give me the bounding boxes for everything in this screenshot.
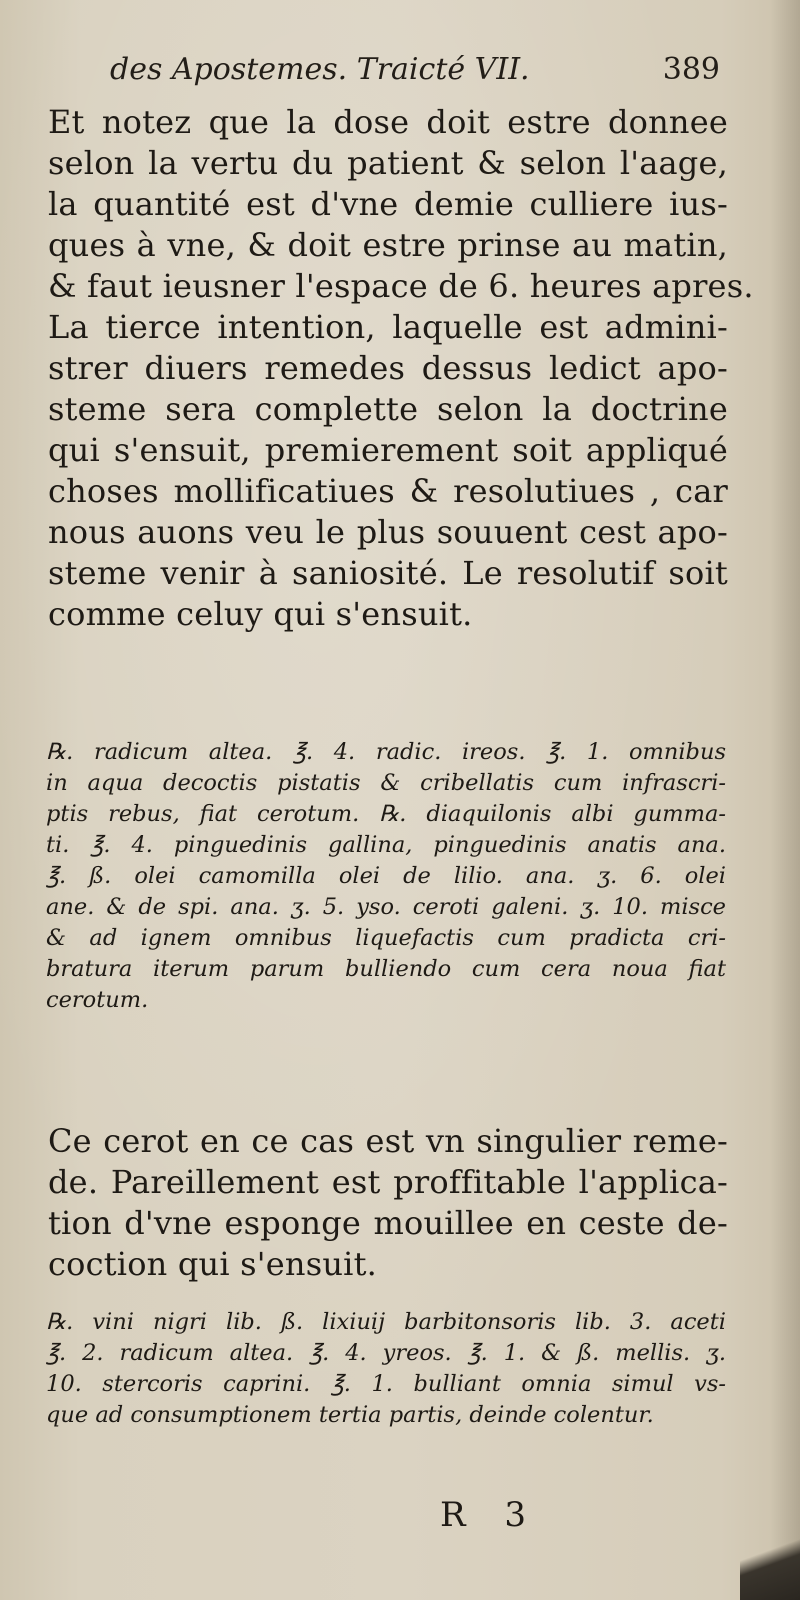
text-line: que ad consumptionem tertia partis, deinde colentur. [46,1402,654,1428]
text-line: la quantité est d'vne demie culliere ius- [48,185,728,223]
page-number: 389 [662,52,720,87]
text-line: ques à vne, & doit estre prinse au matin, [48,226,728,264]
text-line: comme celuy qui s'ensuit. [48,595,473,633]
text-line: tion d'vne esponge mouillee en ceste de- [48,1204,728,1242]
text-line: & faut ieusner l'espace de 6. heures apres. [48,267,754,305]
text-line: cerotum. [46,987,149,1013]
text-line: Et notez que la dose doit estre donnee [48,103,728,141]
recipe-1 [46,737,726,1016]
text-line: qui s'ensuit, premierement soit appliqué [48,431,728,469]
text-line: 10. stercoris caprini. ℥. 1. bulliant omnia simul vs- [46,1371,726,1397]
paragraph-2 [48,1121,728,1285]
text-line: ane. & de spi. ana. ʒ. 5. yso. ceroti galeni. ʒ. 10. misce [46,894,726,920]
page-corner [740,1520,800,1600]
text-line: selon la vertu du patient & selon l'aage, [48,144,728,182]
text-line: & ad ignem omnibus liquefactis cum pradicta cri- [46,925,726,951]
recipe-2 [46,1307,726,1431]
text-line: ℥. ß. olei camomilla olei de lilio. ana. ʒ. 6. olei [46,863,726,889]
signature-mark: R 3 [440,1495,527,1535]
text-line: de. Pareillement est proffitable l'applica- [48,1163,728,1201]
text-line: ti. ℥. 4. pinguedinis gallina, pinguedinis anatis ana. [46,832,726,858]
text-line: ℞. vini nigri lib. ß. lixiuij barbitonsoris lib. 3. aceti [46,1309,726,1335]
text-line: coction qui s'ensuit. [48,1245,378,1283]
text-line: La tierce intention, laquelle est admini- [48,308,728,346]
text-line: bratura iterum parum bulliendo cum cera noua fiat [46,956,726,982]
text-line: Ce cerot en ce cas est vn singulier reme- [48,1122,728,1160]
text-line: ℞. radicum altea. ℥. 4. radic. ireos. ℥. 1. omnibus [46,739,726,765]
text-line: steme sera complette selon la doctrine [48,390,728,428]
paragraph-1 [48,102,754,635]
text-line: choses mollificatiues & resolutiues , car [48,472,728,510]
text-line: ℥. 2. radicum altea. ℥. 4. yreos. ℥. 1. & ß. mellis. ʒ. [46,1340,726,1366]
text-line: nous auons veu le plus souuent cest apo- [48,513,728,551]
text-line: ptis rebus, fiat cerotum. ℞. diaquilonis albi gumma- [46,801,726,827]
text-line: strer diuers remedes dessus ledict apo- [48,349,728,387]
running-header [110,52,720,87]
running-title: des Apostemes. Traicté VII. [110,52,530,87]
text-line: in aqua decoctis pistatis & cribellatis cum infrascri- [46,770,726,796]
page-edge-shadow [770,0,800,1600]
text-line: steme venir à saniosité. Le resolutif soit [48,554,728,592]
